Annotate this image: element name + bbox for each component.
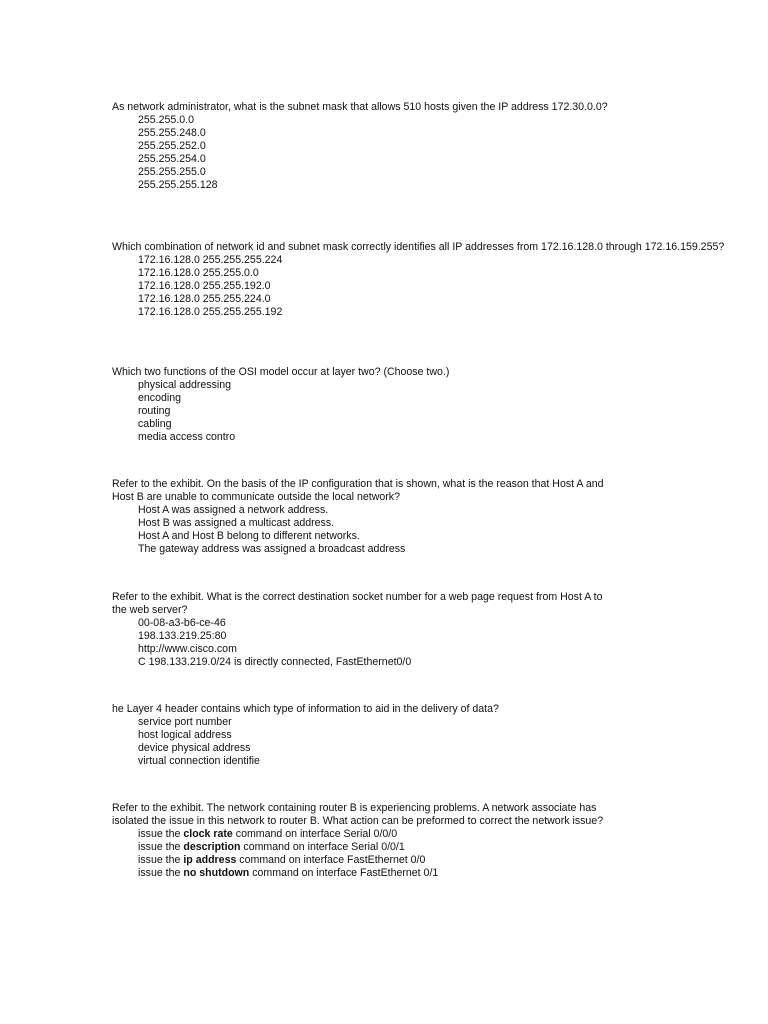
question-text-line: Host B are unable to communicate outside the local network? [112,491,400,503]
answer-text: command on interface Serial 0/0/0 [232,828,398,840]
answer-option: http://www.cisco.com [138,643,237,655]
command-keyword: ip address [183,854,237,866]
answer-option: The gateway address was assigned a broadcast address [138,543,406,555]
answer-option: 00-08-a3-b6-ce-46 [138,617,226,629]
answer-text: issue the [138,867,184,879]
answer-option [138,828,768,841]
command-keyword: description [183,841,241,853]
question-text: Which two functions of the OSI model occur at layer two? (Choose two.) [112,366,450,378]
answer-list [112,828,768,880]
answer-option: 255.255.255.128 [138,179,218,191]
answer-option: 255.255.248.0 [138,127,206,139]
answer-option: 172.16.128.0 255.255.0.0 [138,267,259,279]
question-6 [112,703,768,768]
answer-option: host logical address [138,729,232,741]
answer-option: 198.133.219.25:80 [138,630,227,642]
answer-text: issue the [138,841,184,853]
answer-list [112,617,768,669]
command-keyword: no shutdown [183,867,250,879]
question-3 [112,366,768,444]
answer-option: Host A was assigned a network address. [138,504,329,516]
answer-text: command on interface FastEthernet 0/1 [249,867,439,879]
question-4 [112,478,768,556]
answer-option: encoding [138,392,182,404]
question-text-line: Refer to the exhibit. On the basis of the IP configuration that is shown, what is the reason that Host A and [112,478,604,490]
answer-text: command on interface FastEthernet 0/0 [236,854,426,866]
answer-option: Host A and Host B belong to different networks. [138,530,360,542]
answer-option: 255.255.254.0 [138,153,206,165]
answer-option: 172.16.128.0 255.255.255.192 [138,306,283,318]
command-keyword: clock rate [183,828,233,840]
answer-option: 255.255.252.0 [138,140,206,152]
question-5 [112,591,768,669]
answer-option: Host B was assigned a multicast address. [138,517,335,529]
question-text: he Layer 4 header contains which type of information to aid in the delivery of data? [112,703,499,715]
question-text-line: Refer to the exhibit. The network containing router B is experiencing problems. A network associate has [112,802,597,814]
answer-option: virtual connection identifie [138,755,260,767]
question-7 [112,802,768,880]
answer-list [112,114,768,192]
answer-list [112,716,768,768]
answer-option: 255.255.0.0 [138,114,194,126]
question-text-line: the web server? [112,604,188,616]
answer-text: command on interface Serial 0/0/1 [240,841,405,853]
answer-option [138,854,768,867]
answer-option: C 198.133.219.0/24 is directly connected, FastEthernet0/0 [138,656,412,668]
answer-text: issue the [138,828,184,840]
answer-list [112,504,768,556]
question-1 [112,101,768,192]
answer-text: issue the [138,854,184,866]
answer-option: media access contro [138,431,236,443]
question-text-line: isolated the issue in this network to router B. What action can be preformed to correct the network issue? [112,815,604,827]
answer-option [138,867,768,880]
answer-option: 172.16.128.0 255.255.255.224 [138,254,283,266]
answer-option: service port number [138,716,232,728]
question-text: Which combination of network id and subnet mask correctly identifies all IP addresses from 172.16.128.0 through 172.16.159.255? [112,241,725,253]
answer-option: device physical address [138,742,251,754]
question-text-line: Refer to the exhibit. What is the correct destination socket number for a web page request from Host A to [112,591,603,603]
question-2 [112,241,768,319]
answer-option: 255.255.255.0 [138,166,206,178]
answer-option: routing [138,405,171,417]
answer-option: 172.16.128.0 255.255.224.0 [138,293,271,305]
answer-option: cabling [138,418,172,430]
answer-list [112,254,768,319]
answer-list [112,379,768,444]
question-text: As network administrator, what is the subnet mask that allows 510 hosts given the IP address 172.30.0.0? [112,101,608,113]
answer-option [138,841,768,854]
answer-option: physical addressing [138,379,232,391]
answer-option: 172.16.128.0 255.255.192.0 [138,280,271,292]
